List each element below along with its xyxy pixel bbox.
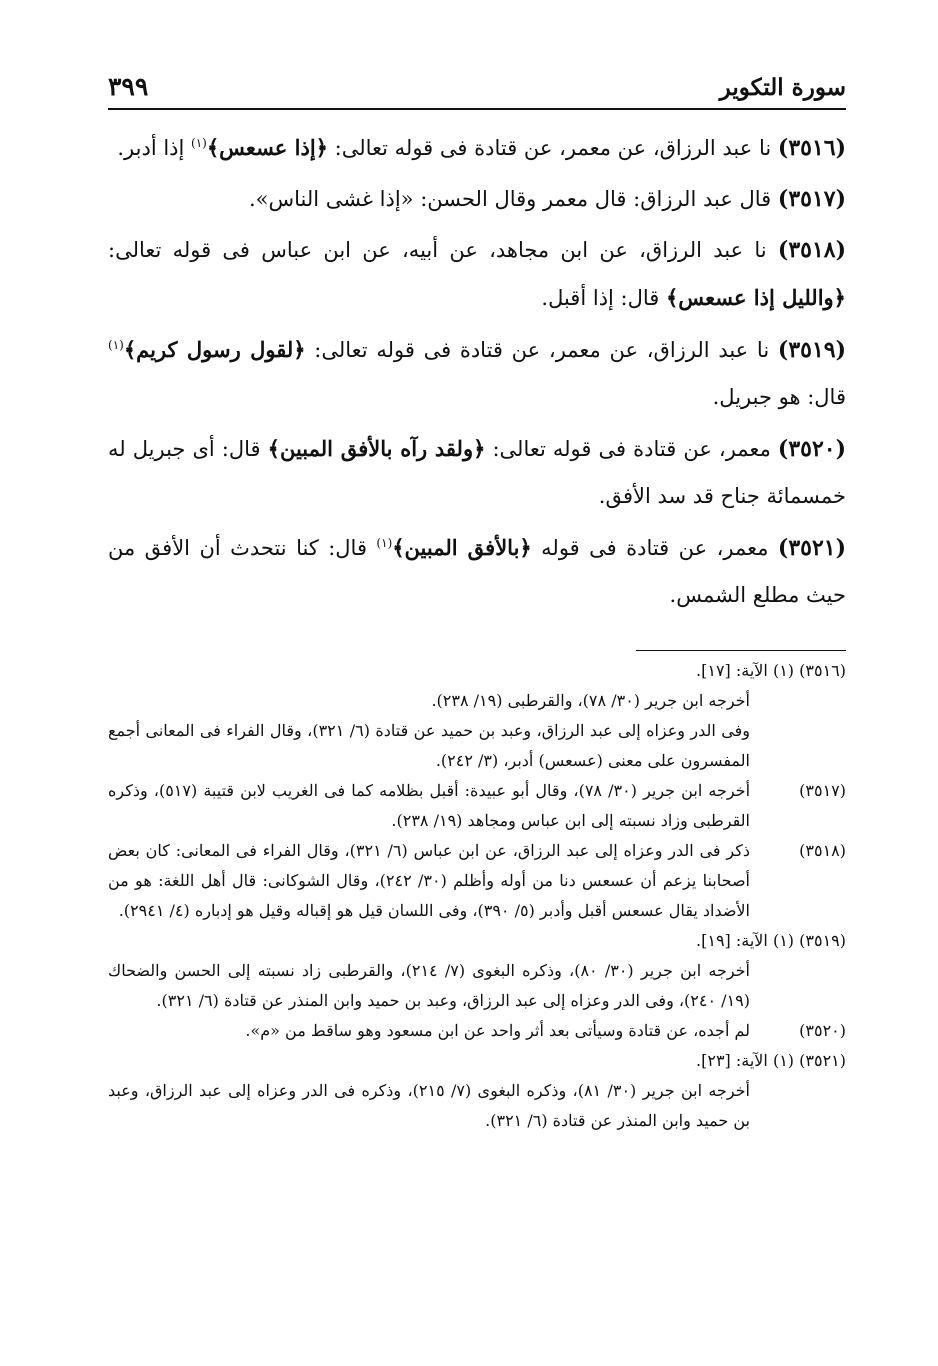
entry-number: (٣٥١٧) bbox=[777, 186, 846, 212]
footnote-item bbox=[108, 836, 846, 926]
footnote-ref: (١) bbox=[376, 536, 393, 550]
footnote-item bbox=[108, 956, 846, 1016]
footnote-item bbox=[108, 716, 846, 776]
entry-3519 bbox=[108, 326, 846, 421]
footnote-ref: (١) bbox=[108, 338, 124, 352]
footnote-text: وفى الدر وعزاه إلى عبد الرزاق، وعبد بن حميد عن قتادة (٦/ ٣٢١)، وقال الفراء فى المعانى أجمع المفسرون على معنى (عسعس) أدبر، (٣/ ٢٤٢). bbox=[108, 721, 751, 770]
footnote-label: (٣٥٢٠) bbox=[799, 1021, 846, 1040]
footnote-item bbox=[108, 1016, 846, 1046]
entry-text-end: قال: أى جبريل له خمسمائة جناح قد سد الأفق. bbox=[108, 437, 846, 508]
footnote-text: أخرجه ابن جرير (٣٠/ ٧٨)، والقرطبى (١٩/ ٢٣٨). bbox=[431, 691, 750, 710]
entry-number: (٣٥١٦) bbox=[777, 135, 846, 161]
footnote-label: (٣٥١٧) bbox=[799, 781, 846, 800]
footnote-item bbox=[108, 686, 846, 716]
entry-3520 bbox=[108, 425, 846, 520]
entry-number: (٣٥٢٠) bbox=[777, 436, 846, 462]
quran-quote: ﴿والليل إذا عسعس﴾ bbox=[666, 285, 846, 310]
footnote-text: أخرجه ابن جرير (٣٠/ ٨٠)، وذكره البغوى (٧/ ٢١٤)، والقرطبى زاد نسبته إلى الحسن والضحاك (١٩/ ٢٤٠)، وفى الدر وعزاه إلى عبد الرزاق، وعبد بن حميد وابن المنذر عن قتادة (٦/ ٣٢١). bbox=[108, 961, 750, 1010]
footnote-label: (٣٥٢١) (١) الآية: [٢٣]. bbox=[696, 1051, 846, 1070]
quran-quote: ﴿ولقد رآه بالأفق المبين﴾ bbox=[267, 436, 486, 461]
quran-quote: ﴿بالأفق المبين﴾ bbox=[392, 535, 532, 560]
entry-text-end: قال: هو جبريل. bbox=[712, 385, 846, 409]
footnote-text: أخرجه ابن جرير (٣٠/ ٨١)، وذكره البغوى (٧/ ٢١٥)، وذكره فى الدر وعزاه إلى عبد الرزاق، وعبد بن حميد وابن المنذر عن قتادة (٦/ ٣٢١). bbox=[108, 1081, 750, 1130]
entry-3517 bbox=[108, 176, 846, 223]
main-text bbox=[108, 124, 846, 623]
footnote-text: أخرجه ابن جرير (٣٠/ ٧٨)، وقال أبو عبيدة: أقبل بظلامه كما فى الغريب لابن قتيبة (٥١٧)، وذكره القرطبى وزاد نسبته إلى ابن عباس ومجاهد (١٩/ ٢٣٨). bbox=[108, 781, 751, 830]
entry-3518 bbox=[108, 227, 846, 322]
entry-text-end: قال: كنا نتحدث أن الأفق من حيث مطلع الشمس. bbox=[108, 536, 846, 607]
entry-number: (٣٥١٨) bbox=[777, 237, 846, 263]
footnote-divider bbox=[636, 650, 846, 651]
page-number: ٣٩٩ bbox=[108, 72, 149, 101]
footnote-label: (٣٥١٩) (١) الآية: [١٩]. bbox=[696, 931, 846, 950]
entry-3521 bbox=[108, 524, 846, 619]
entry-text: قال عبد الرزاق: قال معمر وقال الحسن: «إذا غشى الناس». bbox=[248, 187, 778, 211]
quran-quote: ﴿إذا عسعس﴾ bbox=[206, 135, 328, 160]
footnote-ref: (١) bbox=[191, 136, 207, 150]
entry-text: معمر، عن قتادة فى قوله bbox=[531, 536, 778, 560]
entry-number: (٣٥١٩) bbox=[777, 337, 847, 363]
entry-text-end: قال: إذا أقبل. bbox=[541, 286, 666, 310]
quran-quote: ﴿لقول رسول كريم﴾ bbox=[123, 337, 306, 362]
entry-text: نا عبد الرزاق، عن معمر، عن قتادة فى قوله تعالى: bbox=[327, 136, 778, 160]
footnote-text: لم أجده، عن قتادة وسيأتى بعد أثر واحد عن ابن مسعود وهو ساقط من «م». bbox=[245, 1021, 750, 1040]
footnotes bbox=[108, 656, 846, 1136]
entry-text: معمر، عن قتادة فى قوله تعالى: bbox=[485, 437, 778, 461]
footnote-label: (٣٥١٦) (١) الآية: [١٧]. bbox=[696, 661, 846, 680]
entry-text: نا عبد الرزاق، عن معمر، عن قتادة فى قوله تعالى: bbox=[305, 338, 778, 362]
surah-title: سورة التكوير bbox=[719, 74, 846, 101]
footnote-item bbox=[108, 776, 846, 836]
entry-number: (٣٥٢١) bbox=[777, 535, 846, 561]
entry-text-end: إذا أدبر. bbox=[117, 136, 192, 160]
footnote-text: ذكر فى الدر وعزاه إلى عبد الرزاق، عن ابن عباس (٦/ ٣٢١)، وقال الفراء فى المعانى: كان بعض أصحابنا يزعم أن عسعس دنا من أوله وأظلم (٣٠/ ٢٤٢)، وقال الشوكانى: قال أهل اللغة: هو من الأضداد يقال عسعس أقبل وأدبر (٥/ ٣٩٠)، وفى اللسان قيل هو إقباله وقيل هو إدباره (٤/ ٢٩٤١). bbox=[108, 841, 750, 920]
entry-3516 bbox=[108, 124, 846, 172]
footnote-item bbox=[108, 1076, 846, 1136]
page-header bbox=[108, 68, 846, 110]
footnote-label: (٣٥١٨) bbox=[799, 841, 846, 860]
entry-text: نا عبد الرزاق، عن ابن مجاهد، عن أبيه، عن ابن عباس فى قوله تعالى: bbox=[108, 238, 778, 262]
